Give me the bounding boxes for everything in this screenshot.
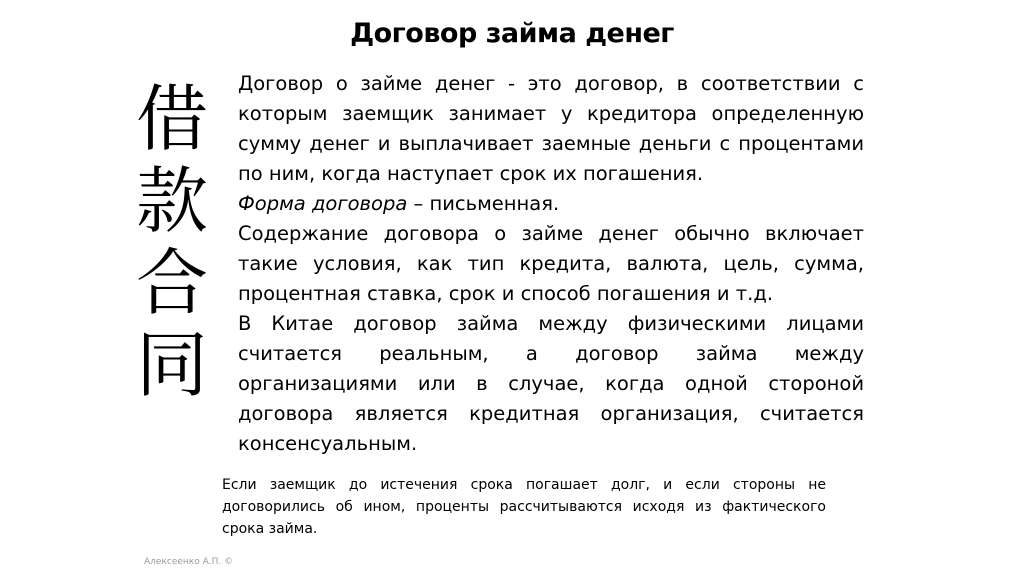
copyright-footer: Алексеенко А.П. © bbox=[144, 557, 234, 567]
content-paragraph: Содержание договора о займе денег обычно включает такие условия, как тип кредита, валюта, цель, сумма, процентная ставка, срок и способ погашения и т.д. bbox=[238, 222, 864, 305]
chinese-char-4: 同 bbox=[135, 323, 208, 407]
china-paragraph: В Китае договор займа между физическими лицами считается реальным, а договор займа между организациями или в случае, когда одной стороной договора является кредитная организация, считается консенсуальным. bbox=[238, 312, 864, 455]
form-paragraph bbox=[238, 189, 864, 219]
main-text bbox=[238, 69, 864, 459]
chinese-char-3: 合 bbox=[135, 241, 208, 325]
slide-title: Договор займа денег bbox=[350, 18, 674, 49]
definition-paragraph: Договор о займе денег - это договор, в соответствии с которым заемщик занимает у кредитора определенную сумму денег и выплачивает заемные деньги с процентами по ним, когда наступает срок их погашения. bbox=[238, 72, 864, 185]
note-paragraph: Если заемщик до истечения срока погашает долг, и если стороны не договорились об ином, проценты рассчитываются исходя из фактического срока займа. bbox=[222, 477, 826, 537]
chinese-characters bbox=[132, 78, 212, 406]
form-value: – письменная. bbox=[407, 192, 560, 215]
chinese-char-2: 款 bbox=[135, 159, 208, 243]
chinese-char-1: 借 bbox=[135, 77, 208, 161]
note-text bbox=[222, 474, 826, 540]
form-label: Форма договора bbox=[238, 192, 408, 215]
